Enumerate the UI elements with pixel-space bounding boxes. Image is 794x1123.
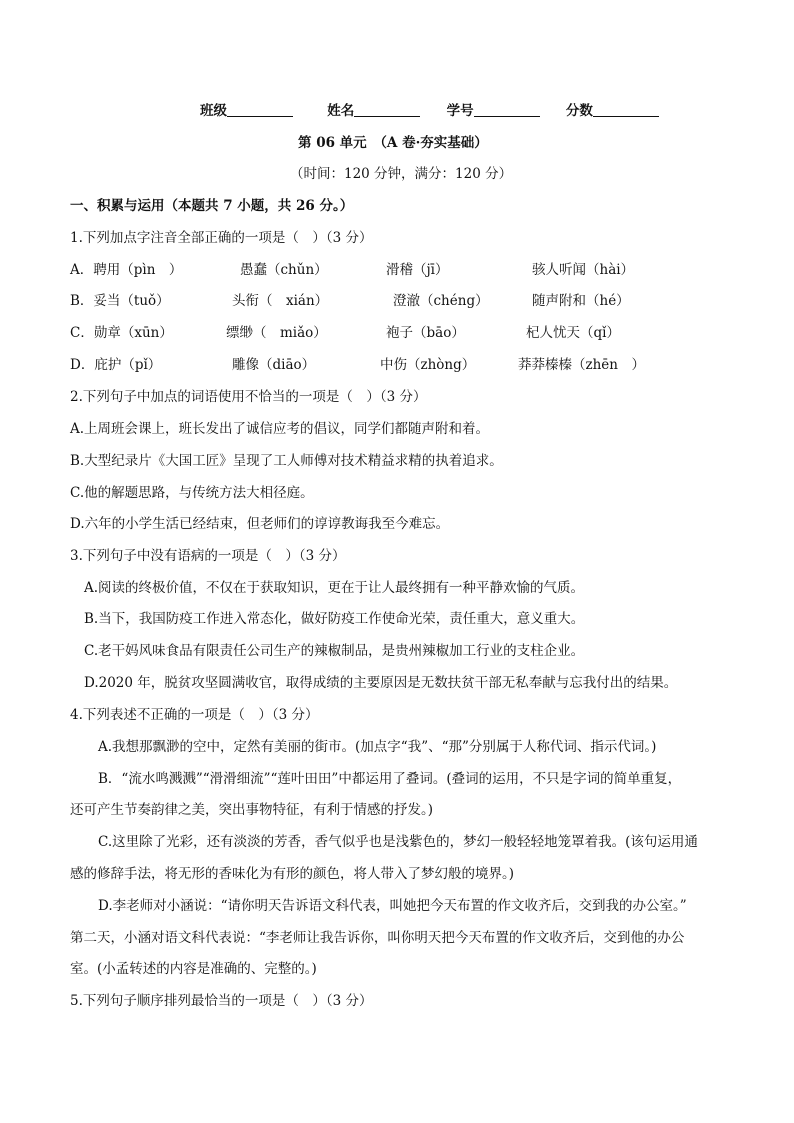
q2-option-b[interactable]: B.大型纪录片《大国工匠》呈现了工人师傅对技术精益求精的执着追求。 <box>70 453 503 469</box>
q1-option-a-3: 滑稽（jī） <box>386 262 449 278</box>
q1-option-a-2: 愚蠢（chǔn） <box>240 262 328 278</box>
q4-option-b-line1[interactable]: B．“流水鸣溅溅”“滑滑细流”“莲叶田田”中都运用了叠词。(叠词的运用，不只是字词的简单重复， <box>98 771 682 787</box>
q1-option-b-1[interactable]: B．妥当（tuǒ） <box>70 293 170 309</box>
q1-option-d-3: 中伤（zhòng） <box>380 357 476 373</box>
q3-option-a[interactable]: A.阅读的终极价值，不仅在于获取知识，更在于让人最终拥有一种平静欢愉的气质。 <box>84 580 585 596</box>
q4-option-a[interactable]: A.我想那飘渺的空中，定然有美丽的街市。(加点字“我”、“那”分别属于人称代词、指示代词。) <box>98 739 657 755</box>
section-heading: 一、积累与运用（本题共 7 小题，共 26 分。） <box>70 198 354 214</box>
name-field: 姓名 <box>327 102 420 120</box>
q2-option-c[interactable]: C.他的解题思路，与传统方法大相径庭。 <box>70 485 314 501</box>
class-field: 班级 <box>200 102 293 120</box>
q4-option-d-line2: 第二天，小涵对语文科代表说：“李老师让我告诉你，叫你明天把今天布置的作文收齐后，交到他的办公 <box>70 930 685 946</box>
q3-option-b[interactable]: B.当下，我国防疫工作进入常态化，做好防疫工作使命光荣，责任重大，意义重大。 <box>84 611 585 627</box>
question-4-stem: 4.下列表述不正确的一项是（ ）（3 分） <box>70 707 319 723</box>
q1-option-a-1[interactable]: A．聘用（pìn ） <box>70 262 183 278</box>
q4-option-d-line3: 室。(小孟转述的内容是准确的、完整的。) <box>70 961 317 977</box>
q1-option-b-3: 澄澈（chéng） <box>393 293 489 309</box>
header-fields <box>200 102 659 120</box>
q4-option-c-line1[interactable]: C.这里除了光彩，还有淡淡的芳香，香气似乎也是浅紫色的，梦幻一般轻轻地笼罩着我。(该句运用通 <box>98 834 698 850</box>
question-2-stem: 2.下列句子中加点的词语使用不恰当的一项是（ ）（3 分） <box>70 389 427 405</box>
page-title: 第 06 单元 （A 卷·夯实基础） <box>298 135 488 151</box>
q1-option-c-2: 缥缈（ miǎo） <box>226 325 327 341</box>
q1-option-c-3: 袍子（bāo） <box>386 325 465 341</box>
q4-option-b-line2: 还可产生节奏韵律之美，突出事物特征，有利于情感的抒发。) <box>70 802 434 818</box>
q1-option-d-1[interactable]: D．庇护（pǐ） <box>70 357 162 373</box>
page-subtitle: （时间：120 分钟，满分：120 分） <box>290 166 513 182</box>
q3-option-d[interactable]: D.2020 年，脱贫攻坚圆满收官，取得成绩的主要原因是无数扶贫干部无私奉献与忘我付出的结果。 <box>84 675 678 691</box>
q1-option-b-4: 随声附和（hé） <box>532 293 630 309</box>
score-blank[interactable] <box>593 102 659 117</box>
student-id-blank[interactable] <box>474 102 540 117</box>
q1-option-b-2: 头衔（ xián） <box>232 293 329 309</box>
name-blank[interactable] <box>354 102 420 117</box>
q4-option-d-line1[interactable]: D.李老师对小涵说：“请你明天告诉语文科代表，叫她把今天布置的作文收齐后，交到我的办公室。” <box>98 898 687 914</box>
q2-option-a[interactable]: A.上周班会课上，班长发出了诚信应考的倡议，同学们都随声附和着。 <box>70 421 490 437</box>
q1-option-c-1[interactable]: C．勋章（xūn） <box>70 325 173 341</box>
student-id-field: 学号 <box>447 102 540 120</box>
score-field: 分数 <box>566 102 659 120</box>
q1-option-d-4: 莽莽榛榛（zhēn ） <box>518 357 645 373</box>
q3-option-c[interactable]: C.老干妈风味食品有限责任公司生产的辣椒制品，是贵州辣椒加工行业的支柱企业。 <box>84 643 585 659</box>
question-5-stem: 5.下列句子顺序排列最恰当的一项是（ ）（3 分） <box>70 993 373 1009</box>
question-1-stem: 1.下列加点字注音全部正确的一项是（ ）（3 分） <box>70 230 373 246</box>
q1-option-d-2: 雕像（diāo） <box>232 357 316 373</box>
q4-option-c-line2: 感的修辞手法，将无形的香味化为有形的颜色，将人带入了梦幻般的境界。) <box>70 866 515 882</box>
q1-option-c-4: 杞人忧天（qǐ） <box>526 325 620 341</box>
q2-option-d[interactable]: D.六年的小学生活已经结束，但老师们的谆谆教诲我至今难忘。 <box>70 516 450 532</box>
class-blank[interactable] <box>227 102 293 117</box>
question-3-stem: 3.下列句子中没有语病的一项是（ ）（3 分） <box>70 548 346 564</box>
q1-option-a-4: 骇人听闻（hài） <box>532 262 635 278</box>
